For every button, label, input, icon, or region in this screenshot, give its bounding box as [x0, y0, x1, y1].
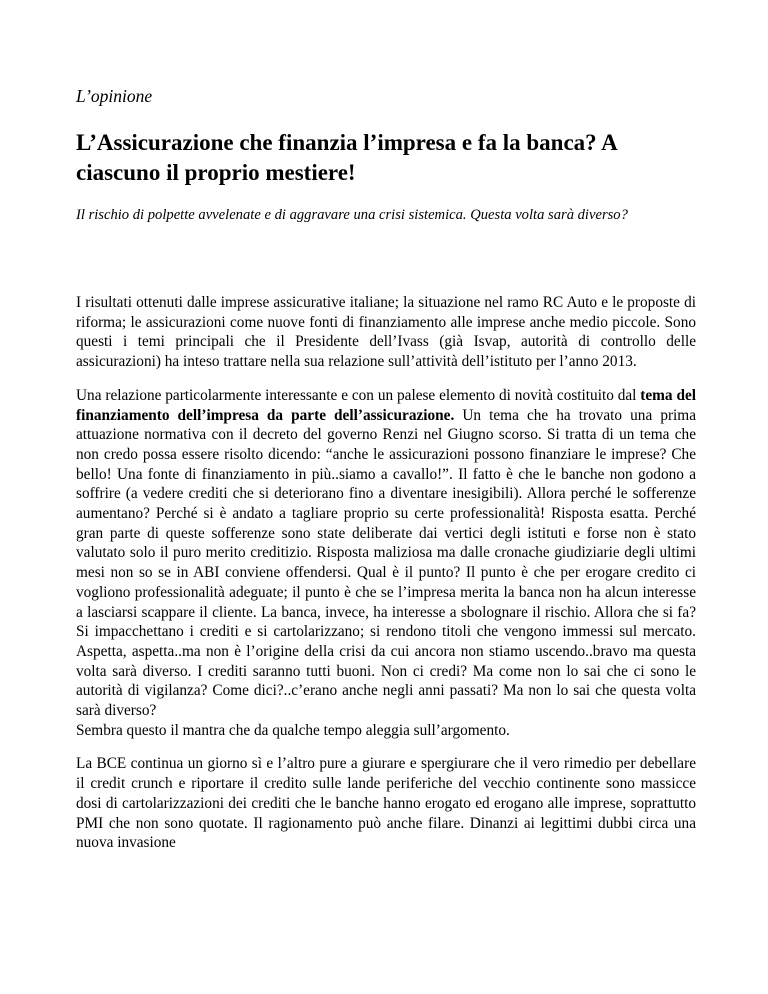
article-body — [76, 293, 696, 867]
paragraph-4: La BCE continua un giorno sì e l’altro pure a giurare e spergiurare che il vero rimedio per debellare il credit crunch e riportare il credito sulle lande periferiche del vecchio continente sono massicce dosi di cartolarizzazioni dei crediti che le banche hanno erogato ed erogano alle imprese, soprattutto PMI che non sono quotate. Il ragionamento può anche filare. Dinanzi ai legittimi dubbi circa una nuova invasione — [76, 755, 696, 852]
paragraph-2-text-end: Un tema che ha trovato una prima attuazione normativa con il decreto del governo Renzi nel Giugno scorso. Si tratta di un tema che non credo possa essere risolto dicendo: “anche le assicurazioni possono finanziare le imprese? Che bello! Una fonte di finanziamento in più..siamo a cavallo!”. Il fatto è che le banche non godono a soffrire (a vedere crediti che si deteriorano fino a diventare inesigibili). Allora perché le sofferenze aumentano? Perché si è andato a tagliare proprio su certe professionalità! Risposta esatta. Perché gran parte di queste sofferenze sono state deliberate dai vertici degli istituti e forse non è stato valutato solo il puro merito creditizio. Risposta maliziosa ma dalle cronache giudiziarie degli ultimi mesi non so se in ABI conviene offendersi. Qual è il punto? Il punto è che per erogare credito ci vogliono professionalità adeguate; il punto è che se l’impresa merita la banca non ha alcun interesse a lasciarsi scappare il cliente. La banca, invece, ha interesse a sbolognare il rischio. Allora che si fa? Si impacchettano i crediti e si cartolarizzano; si rendono titoli che vengono immessi sul mercato. Aspetta, aspetta..ma non è l’origine della crisi da cui ancora non stiamo uscendo..bravo ma questa volta sarà diverso. I crediti saranno tutti buoni. Non ci credi? Ma come non lo sai che ci sono le autorità di vigilanza? Come dici?..c’erano anche negli anni passati? Ma non lo sai che questa volta sarà diverso? — [76, 406, 696, 720]
paragraph-2 — [76, 386, 696, 721]
article-title: L’Assicurazione che finanzia l’impresa e fa la banca? A ciascuno il proprio mestiere! — [76, 130, 617, 185]
paragraph-3: Sembra questo il mantra che da qualche tempo aleggia sull’argomento. — [76, 721, 510, 739]
paragraph-2-bold-phrase: tema del finanziamento dell’impresa da parte dell’assicurazione. — [76, 386, 696, 424]
section-label: L’opinione — [76, 86, 153, 106]
paragraph-2-text-start: Una relazione particolarmente interessante e con un palese elemento di novità costituito dal — [76, 386, 641, 404]
article-subtitle: Il rischio di polpette avvelenate e di aggravare una crisi sistemica. Questa volta sarà diverso? — [76, 207, 628, 223]
paragraph-1: I risultati ottenuti dalle imprese assicurative italiane; la situazione nel ramo RC Auto e le proposte di riforma; le assicurazioni come nuove fonti di finanziamento alle imprese anche medio piccole. Sono questi i temi principali che il Presidente dell’Ivass (già Isvap, autorità di controllo delle assicurazioni) ha inteso trattare nella sua relazione sull’attività dell’istituto per l’anno 2013. — [76, 294, 696, 371]
